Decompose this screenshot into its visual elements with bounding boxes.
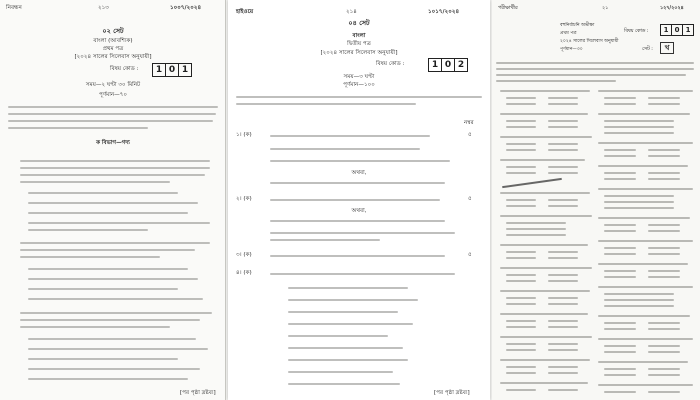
page2-set: ০৪ সেট xyxy=(348,19,370,27)
page1-header-right: ১০০৭/২০২৪ xyxy=(170,5,202,11)
code-digit: 0 xyxy=(166,64,179,76)
page3-title-3: ২০২৪ সালের সিলেবাস অনুযায়ী xyxy=(560,39,619,44)
page2-syllabus: [২০২৪ সালের সিলেবাস অনুযায়ী] xyxy=(320,50,398,56)
page3-set-label: সেট : xyxy=(642,47,653,52)
page3-code-box xyxy=(660,24,694,36)
question-3-mark: ৫ xyxy=(468,252,472,258)
code-digit: 1 xyxy=(181,65,189,75)
code-digit: 1 xyxy=(153,64,166,76)
page1-code-label: বিষয় কোড : xyxy=(110,66,139,72)
page1-syllabus: [২০২৪ সালের সিলেবাস অনুযায়ী] xyxy=(74,54,152,60)
question-2-label: ২। (ক) xyxy=(236,196,252,202)
question-1-mark: ৫ xyxy=(468,132,472,138)
code-digit: 1 xyxy=(685,26,691,34)
page3-title-4: পূর্ণমান—৩০ xyxy=(560,47,583,52)
code-digit: 0 xyxy=(442,59,455,71)
question-3-label: ৩। (ক) xyxy=(236,252,252,258)
question-1-label: ১। (ক) xyxy=(236,132,252,138)
page3-header-mid: ২১ xyxy=(602,6,609,11)
page2-code-label: বিষয় কোড : xyxy=(376,61,405,67)
page2-footer: [পর পৃষ্ঠা দ্রষ্টব্য] xyxy=(434,390,470,396)
code-digit: 2 xyxy=(457,60,465,70)
exam-page-3 xyxy=(492,0,700,400)
page3-code-label: বিষয় কোড : xyxy=(624,29,649,34)
page2-marks-col: নম্বর xyxy=(464,120,474,126)
page2-header-right: ১০১৭/২০২৪ xyxy=(428,9,460,15)
page1-time: সময়—২ ঘণ্টা ৩০ মিনিট xyxy=(85,82,141,88)
page2-header-left: হাইওয়ে xyxy=(236,9,254,15)
page1-subject: বাংলা (আবশ্যিক) xyxy=(93,38,133,44)
page1-header-left: নিবন্ধন xyxy=(6,5,22,11)
page1-set: ০২ সেট xyxy=(102,27,124,35)
page3-title-1: বহুনির্বাচনি অভীক্ষা xyxy=(560,23,595,28)
page2-alt-1: অথবা, xyxy=(351,170,367,176)
code-digit: 1 xyxy=(661,25,672,35)
page1-section: ক বিভাগ—গদ্য xyxy=(96,140,130,146)
code-digit: 0 xyxy=(672,25,683,35)
page1-header-mid: ২১৩ xyxy=(98,5,109,11)
page1-paper: প্রথম পত্র xyxy=(102,46,124,52)
question-4-label: ৪। (ক) xyxy=(236,270,252,276)
code-digit: 1 xyxy=(429,59,442,71)
page3-title-2: প্রথম পত্র xyxy=(560,31,577,36)
page1-footer: [পর পৃষ্ঠা দ্রষ্টব্য] xyxy=(180,390,216,396)
page2-paper: দ্বিতীয় পত্র xyxy=(347,41,371,47)
page2-time: সময়—৩ ঘণ্টা xyxy=(343,74,375,80)
page3-header-right: ১২৭/২০২৪ xyxy=(660,6,684,11)
exam-page-1 xyxy=(0,0,226,400)
page2-code-box xyxy=(428,58,468,72)
page3-set-box: খ xyxy=(660,42,674,54)
question-2-mark: ৫ xyxy=(468,196,472,202)
page1-marks: পূর্ণমান—৭০ xyxy=(98,92,128,98)
page2-subject: বাংলা xyxy=(352,33,366,39)
page2-header-mid: ২১৪ xyxy=(346,9,357,15)
exam-page-2 xyxy=(228,0,490,400)
page3-header-left: পরীক্ষার্থীর xyxy=(498,6,518,11)
page1-code-box xyxy=(152,63,192,77)
page2-alt-2: অথবা, xyxy=(351,208,367,214)
page2-marks: পূর্ণমান—১০০ xyxy=(343,82,375,88)
